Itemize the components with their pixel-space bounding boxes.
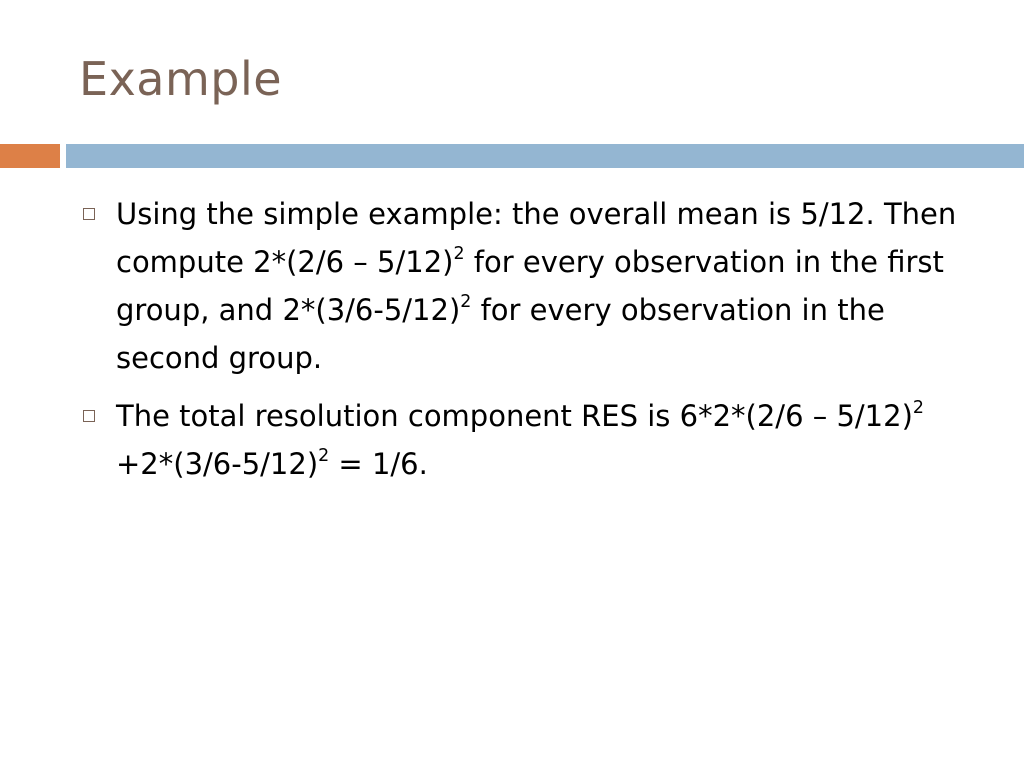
title-accent-bar: [0, 144, 60, 168]
bullet-text: for every observation in the second group.: [116, 293, 885, 375]
hollow-square-bullet-icon: [83, 410, 95, 422]
bullet-list: [80, 190, 990, 498]
hollow-square-bullet-icon: [83, 208, 95, 220]
bullet-text: for every observation in the first group, and 2*(3/6-5/12): [116, 245, 944, 327]
bullet-text: The total resolution component RES is 6*2*(2/6 – 5/12): [116, 399, 913, 433]
title-divider-bar: [66, 144, 1024, 168]
bullet-item: [80, 190, 990, 382]
superscript: 2: [318, 445, 330, 466]
bullet-text: +2*(3/6-5/12): [116, 447, 319, 481]
superscript: 2: [453, 243, 465, 264]
bullet-text: = 1/6.: [329, 447, 428, 481]
slide-title: Example: [79, 52, 283, 106]
bullet-item: [80, 392, 990, 488]
bullet-text: Using the simple example: the overall mean is 5/12. Then compute 2*(2/6 – 5/12): [116, 197, 957, 279]
superscript: 2: [912, 397, 924, 418]
superscript: 2: [460, 291, 472, 312]
